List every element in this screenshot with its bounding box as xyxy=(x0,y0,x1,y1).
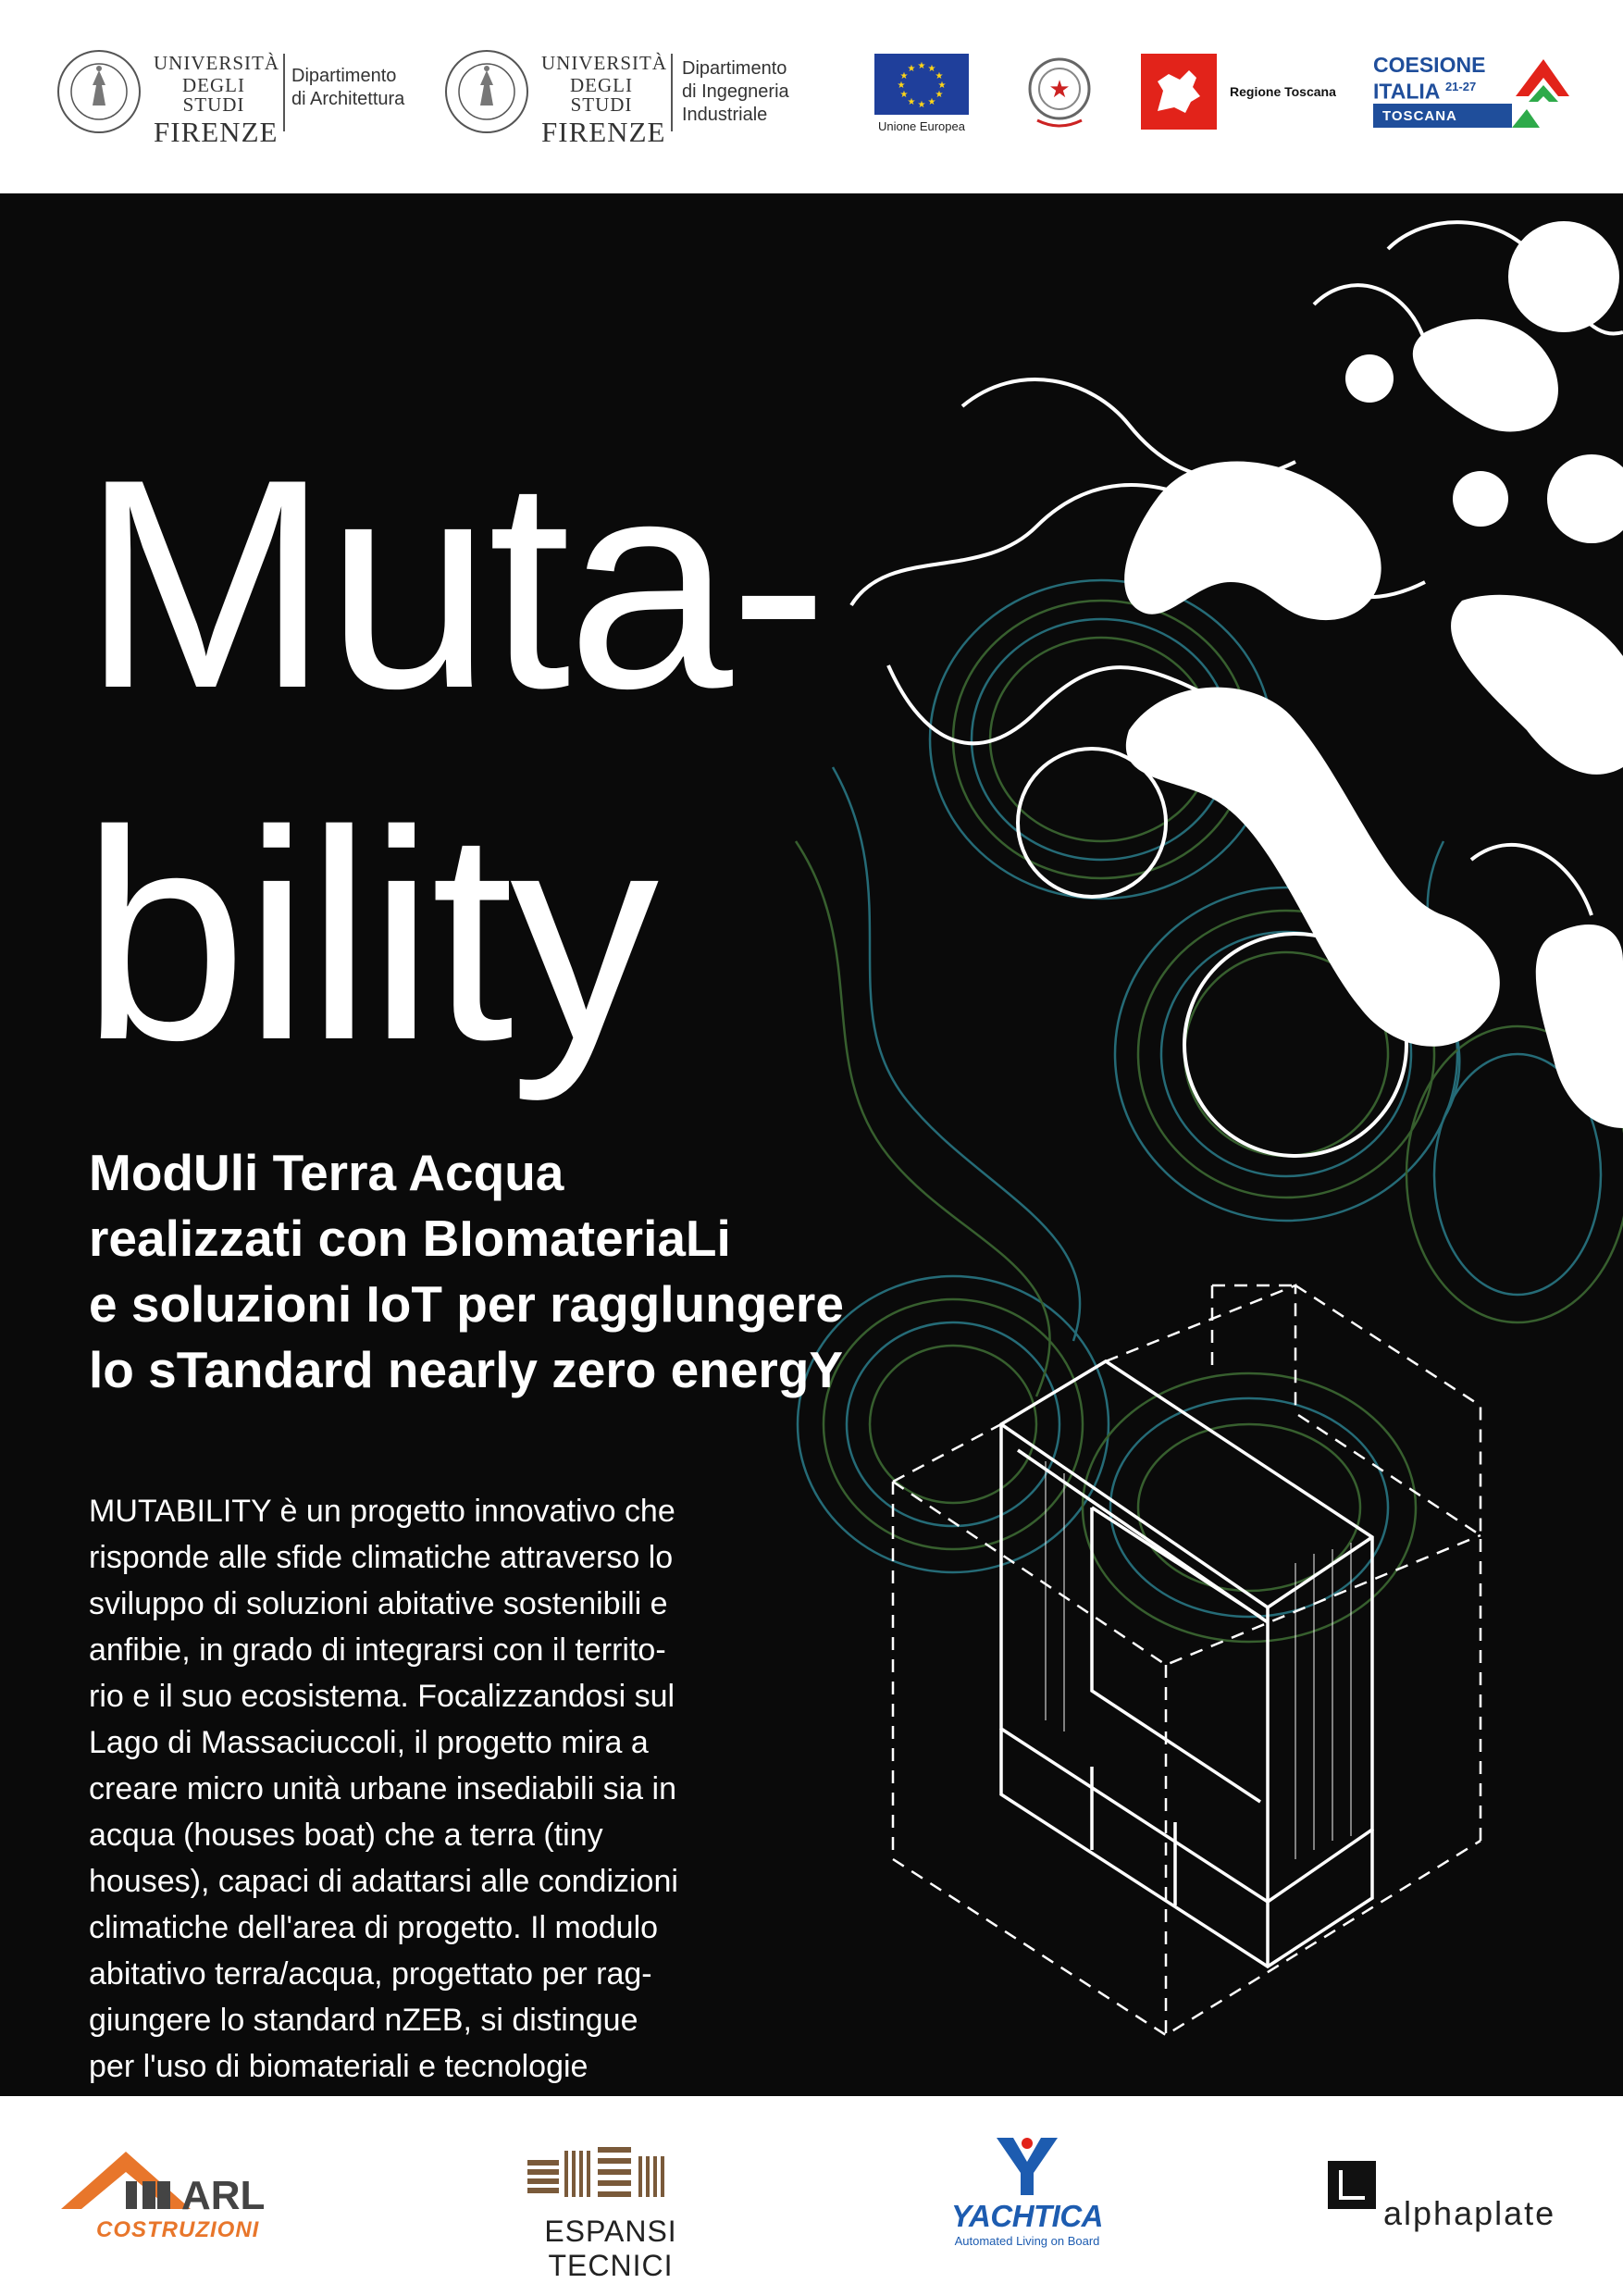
toscana-label: Regione Toscana xyxy=(1230,84,1336,99)
espansi-tecnici-logo xyxy=(487,2147,735,2282)
svg-text:★: ★ xyxy=(917,61,926,71)
italian-emblem-icon xyxy=(1024,54,1095,131)
unifi-seal-icon xyxy=(56,48,142,135)
alphaplate-name: alphaplate xyxy=(1383,2194,1556,2232)
svg-text:★: ★ xyxy=(907,64,916,74)
svg-text:★: ★ xyxy=(1048,76,1071,104)
coesione-logo xyxy=(1373,54,1573,130)
yachtica-tagline: Automated Living on Board xyxy=(954,2234,1100,2248)
svg-text:★: ★ xyxy=(937,81,947,91)
espansi-label: ESPANSI TECNICI xyxy=(544,2215,677,2282)
university-name: UNIVERSITÀ DEGLI STUDI FIRENZE xyxy=(541,52,667,148)
yachtica-y-icon xyxy=(997,2134,1058,2197)
coesione-arrow-icon xyxy=(1512,54,1573,130)
svg-text:★: ★ xyxy=(907,97,916,107)
svg-text:★: ★ xyxy=(897,81,906,91)
poster-title-line-2: bility xyxy=(81,770,656,1102)
espansi-bars-icon xyxy=(527,2147,694,2203)
coesione-region-bar: TOSCANA xyxy=(1373,104,1512,128)
coesione-subtitle: ITALIA $^{21-27}$ xyxy=(1373,79,1477,104)
arl-subtitle: COSTRUZIONI xyxy=(96,2217,260,2242)
poster-main xyxy=(0,193,1623,2096)
poster-subtitle: ModUli Terra Acqua realizzati con BIomateriaLi e soluzioni IoT per ragglungere lo sTandard nearly zero energY xyxy=(89,1144,844,1398)
alphaplate-logo xyxy=(1328,2161,1568,2235)
svg-text:★: ★ xyxy=(935,71,944,81)
unifi-seal-icon xyxy=(443,48,530,135)
poster-description: MUTABILITY è un progetto innovativo che risponde alle sfide climatiche attraverso lo sviluppo di soluzioni abitative sostenibili e anfibie, in grado di integrarsi con il territo- rio e il suo ecosistema. Focalizzandosi sul Lago di Massaciuccoli, il progetto mira a creare micro unità urbane insediabili sia in acqua (houses boat) che a terra (tiny houses), capaci di adattarsi alle condizioni climatiche dell'area di progetto. Il modulo abitativo terra/acqua, progettato per rag- giungere lo standard nZEB, si distingue per l'uso di biomateriali e tecnologie xyxy=(89,1494,678,2084)
alphaplate-mark-icon xyxy=(1328,2161,1376,2209)
svg-text:★: ★ xyxy=(927,64,936,74)
svg-text:★: ★ xyxy=(899,71,909,81)
toscana-logo-icon xyxy=(1141,54,1217,130)
divider xyxy=(283,54,285,131)
poster-title-line-1: Muta- xyxy=(81,418,825,751)
eu-flag-icon xyxy=(874,54,969,115)
svg-text:★: ★ xyxy=(899,90,909,100)
arl-costruzioni-logo xyxy=(61,2144,335,2241)
arl-name: ARL xyxy=(181,2173,266,2218)
svg-text:★: ★ xyxy=(917,100,926,110)
department-label: Dipartimento di Ingegneria Industriale xyxy=(682,58,789,125)
svg-text:★: ★ xyxy=(927,97,936,107)
department-label: Dipartimento di Architettura xyxy=(291,66,405,109)
university-name: UNIVERSITÀ DEGLI STUDI FIRENZE xyxy=(154,52,279,148)
coesione-title: COESIONE xyxy=(1373,53,1486,77)
arl-house-icon xyxy=(61,2144,335,2241)
yachtica-logo xyxy=(928,2134,1126,2248)
logo-header xyxy=(0,0,1623,193)
yachtica-name: YACHTICA xyxy=(950,2199,1104,2233)
svg-text:★: ★ xyxy=(935,90,944,100)
eu-label: Unione Europea xyxy=(878,119,965,133)
divider xyxy=(671,54,673,131)
